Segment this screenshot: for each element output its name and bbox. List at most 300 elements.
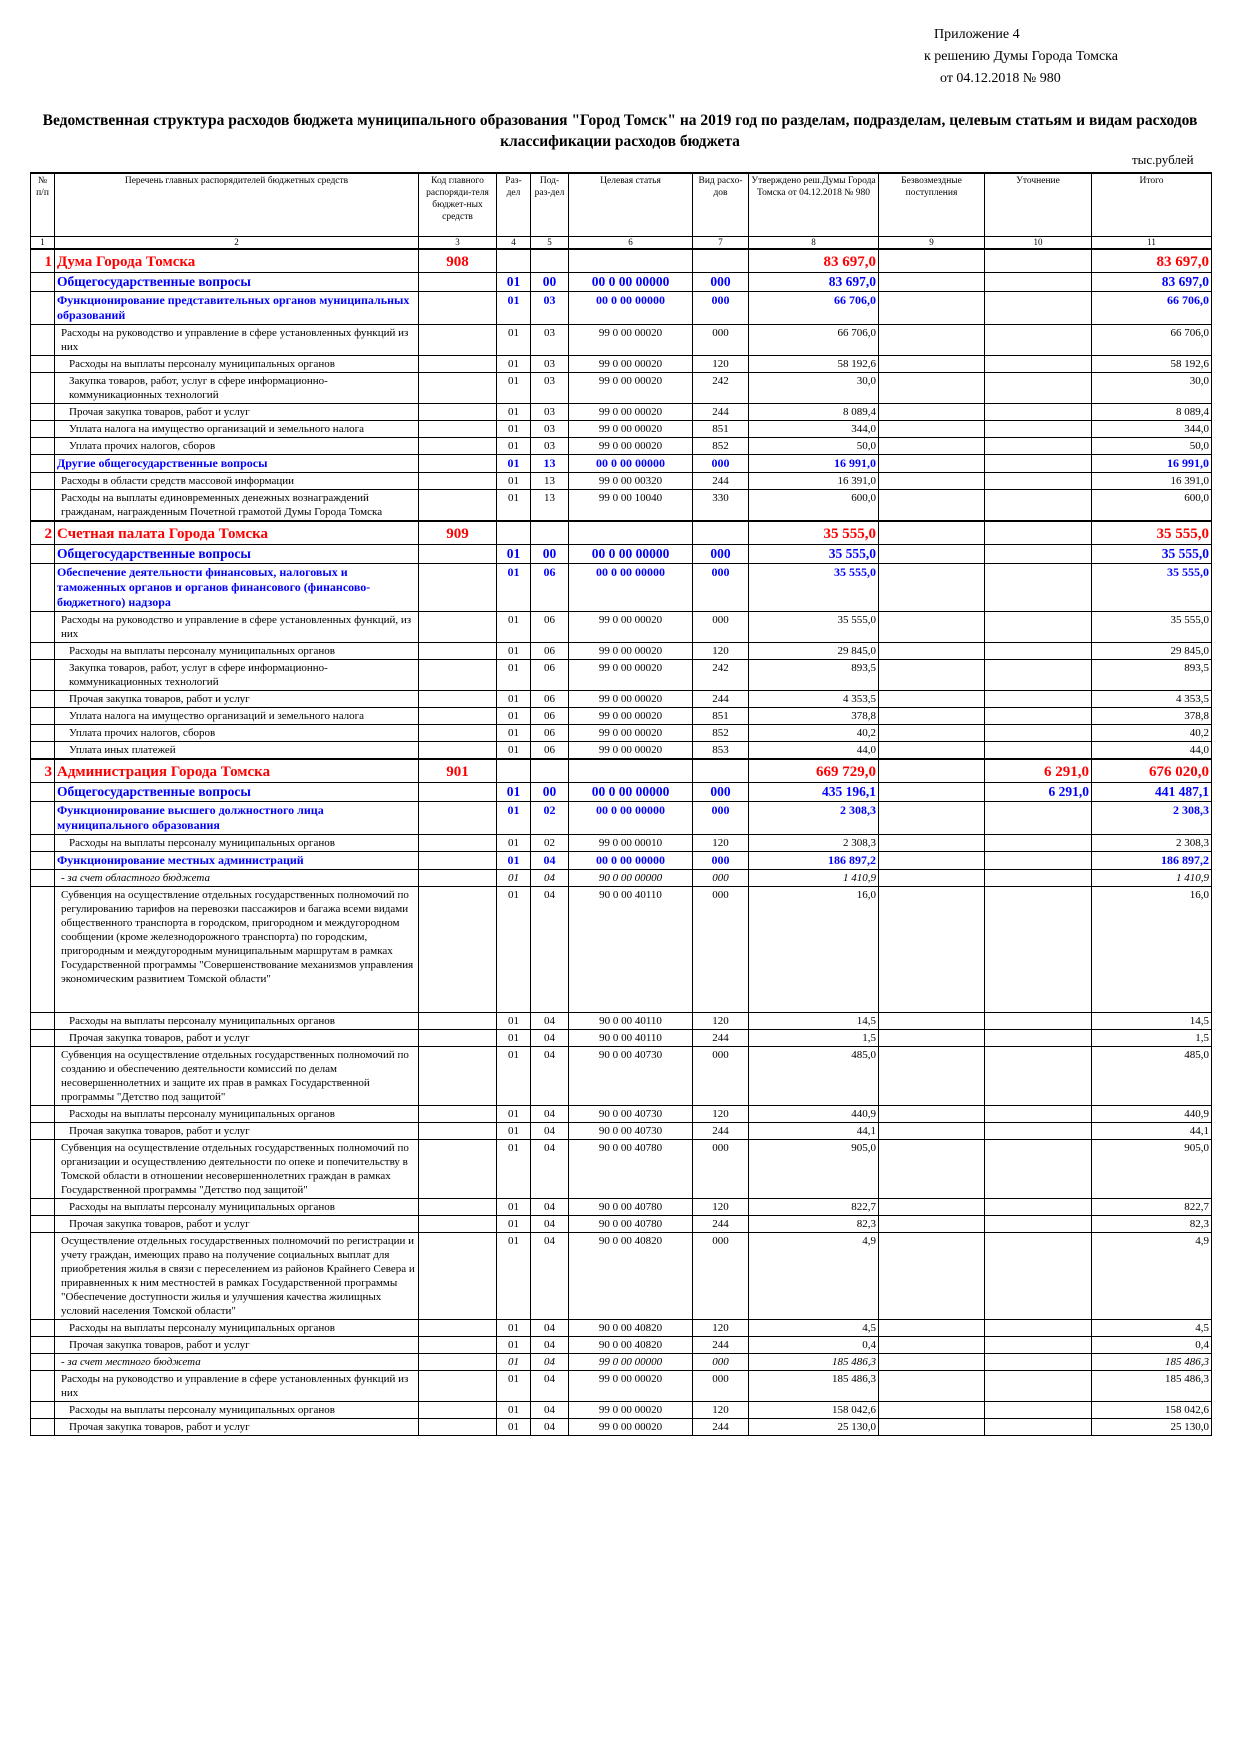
administrator-code xyxy=(419,887,497,1013)
row-number xyxy=(31,1337,55,1354)
target-article: 90 0 00 40780 xyxy=(569,1216,693,1233)
section-code: 01 xyxy=(497,325,531,356)
total-amount: 35 555,0 xyxy=(1092,521,1212,545)
approved-amount: 16 991,0 xyxy=(749,455,879,473)
total-amount: 0,4 xyxy=(1092,1337,1212,1354)
administrator-code xyxy=(419,870,497,887)
table-row xyxy=(31,1106,1212,1123)
row-number xyxy=(31,490,55,522)
table-row xyxy=(31,545,1212,564)
section-code: 01 xyxy=(497,1419,531,1436)
expense-type: 120 xyxy=(693,643,749,660)
gratuitous-receipts xyxy=(879,1123,985,1140)
expense-type: 000 xyxy=(693,870,749,887)
expense-type: 120 xyxy=(693,1106,749,1123)
expense-name: Расходы в области средств массовой информации xyxy=(55,473,419,490)
appendix-line-2: к решению Думы Города Томска xyxy=(924,49,1118,64)
table-row xyxy=(31,1216,1212,1233)
gratuitous-receipts xyxy=(879,691,985,708)
column-number: 5 xyxy=(531,237,569,250)
adjustment-amount xyxy=(985,870,1092,887)
approved-amount: 905,0 xyxy=(749,1140,879,1199)
total-amount: 893,5 xyxy=(1092,660,1212,691)
target-article: 90 0 00 40110 xyxy=(569,1030,693,1047)
row-number xyxy=(31,1199,55,1216)
administrator-code xyxy=(419,852,497,870)
subsection-code: 06 xyxy=(531,691,569,708)
adjustment-amount xyxy=(985,1233,1092,1320)
table-row xyxy=(31,708,1212,725)
table-row xyxy=(31,490,1212,522)
subsection-code: 04 xyxy=(531,1030,569,1047)
expense-name: Другие общегосударственные вопросы xyxy=(55,455,419,473)
row-number xyxy=(31,1419,55,1436)
section-code: 01 xyxy=(497,1140,531,1199)
budget-table xyxy=(30,172,1212,1436)
column-number: 11 xyxy=(1092,237,1212,250)
table-row xyxy=(31,1140,1212,1199)
adjustment-amount xyxy=(985,742,1092,760)
total-amount: 25 130,0 xyxy=(1092,1419,1212,1436)
total-amount: 14,5 xyxy=(1092,1013,1212,1030)
table-row xyxy=(31,1337,1212,1354)
total-amount: 35 555,0 xyxy=(1092,545,1212,564)
row-number xyxy=(31,473,55,490)
adjustment-amount xyxy=(985,1106,1092,1123)
target-article: 00 0 00 00000 xyxy=(569,564,693,612)
administrator-code xyxy=(419,1199,497,1216)
expense-name: Общегосударственные вопросы xyxy=(55,545,419,564)
adjustment-amount xyxy=(985,1371,1092,1402)
approved-amount: 185 486,3 xyxy=(749,1354,879,1371)
gratuitous-receipts xyxy=(879,421,985,438)
table-row xyxy=(31,660,1212,691)
adjustment-amount xyxy=(985,1140,1092,1199)
target-article: 99 0 00 00020 xyxy=(569,356,693,373)
adjustment-amount xyxy=(985,643,1092,660)
approved-amount: 440,9 xyxy=(749,1106,879,1123)
document-title: Ведомственная структура расходов бюджета муниципального образования "Город Томск" на 2019 год по разделам, подразделам, целевым статьям и видам расходов классификации расходов бюджета xyxy=(42,112,1198,150)
section-code xyxy=(497,249,531,273)
expense-name: Прочая закупка товаров, работ и услуг xyxy=(55,1337,419,1354)
approved-amount: 485,0 xyxy=(749,1047,879,1106)
target-article: 99 0 00 00020 xyxy=(569,1419,693,1436)
gratuitous-receipts xyxy=(879,612,985,643)
header-cell: Утверждено реш.Думы Города Томска от 04.12.2018 № 980 xyxy=(749,173,879,237)
approved-amount: 25 130,0 xyxy=(749,1419,879,1436)
expense-type: 244 xyxy=(693,473,749,490)
expense-name: Уплата прочих налогов, сборов xyxy=(55,725,419,742)
target-article: 99 0 00 00020 xyxy=(569,438,693,455)
expense-name: Закупка товаров, работ, услуг в сфере информационно-коммуникационных технологий xyxy=(55,660,419,691)
approved-amount: 4,5 xyxy=(749,1320,879,1337)
administrator-code xyxy=(419,292,497,325)
table-row xyxy=(31,643,1212,660)
adjustment-amount xyxy=(985,292,1092,325)
total-amount: 185 486,3 xyxy=(1092,1354,1212,1371)
adjustment-amount xyxy=(985,802,1092,835)
header-cell: Итого xyxy=(1092,173,1212,237)
section-code: 01 xyxy=(497,1123,531,1140)
total-amount: 16,0 xyxy=(1092,887,1212,1013)
approved-amount: 58 192,6 xyxy=(749,356,879,373)
approved-amount: 2 308,3 xyxy=(749,802,879,835)
approved-amount: 44,0 xyxy=(749,742,879,760)
adjustment-amount xyxy=(985,1419,1092,1436)
approved-amount: 82,3 xyxy=(749,1216,879,1233)
header-cell: Раз-дел xyxy=(497,173,531,237)
column-number: 2 xyxy=(55,237,419,250)
approved-amount: 16 391,0 xyxy=(749,473,879,490)
subsection-code xyxy=(531,249,569,273)
adjustment-amount xyxy=(985,691,1092,708)
adjustment-amount xyxy=(985,404,1092,421)
target-article: 99 0 00 00020 xyxy=(569,421,693,438)
subsection-code: 06 xyxy=(531,708,569,725)
gratuitous-receipts xyxy=(879,404,985,421)
expense-name: Расходы на выплаты персоналу муниципальных органов xyxy=(55,643,419,660)
appendix-line-1: Приложение 4 xyxy=(934,27,1020,42)
subsection-code: 04 xyxy=(531,852,569,870)
section-code: 01 xyxy=(497,373,531,404)
subsection-code: 04 xyxy=(531,887,569,1013)
expense-name: - за счет местного бюджета xyxy=(55,1354,419,1371)
row-number xyxy=(31,1106,55,1123)
row-number xyxy=(31,725,55,742)
target-article: 90 0 00 40110 xyxy=(569,887,693,1013)
administrator-code xyxy=(419,325,497,356)
administrator-code xyxy=(419,356,497,373)
expense-name: Расходы на руководство и управление в сфере установленных функций из них xyxy=(55,1371,419,1402)
column-number: 10 xyxy=(985,237,1092,250)
expense-name: Субвенция на осуществление отдельных государственных полномочий по регулированию тарифов на перевозки пассажиров и багажа всеми видами общественного транспорта в городском, пригородном и междугородном сообщении (кроме железнодорожного транспорта) по городским, пригородным и междугородным муниципальным маршрутам в рамках Государственной программы "Совершенствование механизмов управления экономическим развитием Томской области" xyxy=(55,887,419,1013)
expense-type: 120 xyxy=(693,835,749,852)
table-row xyxy=(31,759,1212,783)
target-article: 99 0 00 10040 xyxy=(569,490,693,522)
administrator-code xyxy=(419,564,497,612)
target-article: 90 0 00 40820 xyxy=(569,1320,693,1337)
row-number xyxy=(31,708,55,725)
total-amount: 58 192,6 xyxy=(1092,356,1212,373)
table-row xyxy=(31,725,1212,742)
gratuitous-receipts xyxy=(879,1233,985,1320)
expense-type: 120 xyxy=(693,1013,749,1030)
section-code: 01 xyxy=(497,643,531,660)
target-article: 90 0 00 40730 xyxy=(569,1123,693,1140)
total-amount: 82,3 xyxy=(1092,1216,1212,1233)
approved-amount: 44,1 xyxy=(749,1123,879,1140)
administrator-code xyxy=(419,742,497,760)
approved-amount: 185 486,3 xyxy=(749,1371,879,1402)
column-number: 7 xyxy=(693,237,749,250)
expense-type: 000 xyxy=(693,1047,749,1106)
target-article: 99 0 00 00020 xyxy=(569,1402,693,1419)
header-cell: Вид расхо-дов xyxy=(693,173,749,237)
total-amount: 1,5 xyxy=(1092,1030,1212,1047)
expense-name: Уплата налога на имущество организаций и земельного налога xyxy=(55,708,419,725)
expense-name: Уплата налога на имущество организаций и земельного налога xyxy=(55,421,419,438)
gratuitous-receipts xyxy=(879,1106,985,1123)
gratuitous-receipts xyxy=(879,1013,985,1030)
approved-amount: 66 706,0 xyxy=(749,325,879,356)
table-row xyxy=(31,835,1212,852)
gratuitous-receipts xyxy=(879,802,985,835)
subsection-code: 00 xyxy=(531,783,569,802)
total-amount: 378,8 xyxy=(1092,708,1212,725)
target-article: 99 0 00 00020 xyxy=(569,725,693,742)
gratuitous-receipts xyxy=(879,473,985,490)
target-article: 99 0 00 00020 xyxy=(569,742,693,760)
row-number xyxy=(31,1216,55,1233)
adjustment-amount xyxy=(985,1199,1092,1216)
section-code: 01 xyxy=(497,1106,531,1123)
subsection-code: 13 xyxy=(531,473,569,490)
header-cell: Уточнение xyxy=(985,173,1092,237)
subsection-code: 03 xyxy=(531,356,569,373)
subsection-code: 04 xyxy=(531,1371,569,1402)
total-amount: 2 308,3 xyxy=(1092,802,1212,835)
section-code: 01 xyxy=(497,564,531,612)
section-code: 01 xyxy=(497,1354,531,1371)
gratuitous-receipts xyxy=(879,1047,985,1106)
row-number xyxy=(31,1123,55,1140)
approved-amount: 822,7 xyxy=(749,1199,879,1216)
gratuitous-receipts xyxy=(879,325,985,356)
column-number: 9 xyxy=(879,237,985,250)
target-article: 00 0 00 00000 xyxy=(569,852,693,870)
adjustment-amount xyxy=(985,1123,1092,1140)
gratuitous-receipts xyxy=(879,660,985,691)
table-row xyxy=(31,1371,1212,1402)
row-number xyxy=(31,1013,55,1030)
row-number xyxy=(31,1354,55,1371)
column-number: 4 xyxy=(497,237,531,250)
section-code: 01 xyxy=(497,742,531,760)
target-article: 90 0 00 40820 xyxy=(569,1337,693,1354)
table-body xyxy=(31,249,1212,1436)
table-row xyxy=(31,1030,1212,1047)
target-article: 99 0 00 00020 xyxy=(569,404,693,421)
adjustment-amount xyxy=(985,373,1092,404)
approved-amount: 83 697,0 xyxy=(749,273,879,292)
target-article: 00 0 00 00000 xyxy=(569,292,693,325)
expense-name: Функционирование местных администраций xyxy=(55,852,419,870)
total-amount: 40,2 xyxy=(1092,725,1212,742)
section-code: 01 xyxy=(497,292,531,325)
target-article: 00 0 00 00000 xyxy=(569,783,693,802)
administrator-code xyxy=(419,490,497,522)
table-row xyxy=(31,870,1212,887)
expense-type: 244 xyxy=(693,404,749,421)
subsection-code: 04 xyxy=(531,1047,569,1106)
administrator-code xyxy=(419,404,497,421)
subsection-code: 03 xyxy=(531,325,569,356)
section-code: 01 xyxy=(497,356,531,373)
target-article: 99 0 00 00020 xyxy=(569,373,693,404)
table-row xyxy=(31,1199,1212,1216)
header-row xyxy=(31,173,1212,237)
gratuitous-receipts xyxy=(879,742,985,760)
administrator-code xyxy=(419,1233,497,1320)
section-code: 01 xyxy=(497,1320,531,1337)
table-row xyxy=(31,373,1212,404)
target-article xyxy=(569,521,693,545)
expense-type: 000 xyxy=(693,852,749,870)
total-amount: 4 353,5 xyxy=(1092,691,1212,708)
adjustment-amount xyxy=(985,438,1092,455)
adjustment-amount xyxy=(985,421,1092,438)
expense-type: 244 xyxy=(693,1419,749,1436)
section-code: 01 xyxy=(497,835,531,852)
target-article: 90 0 00 00000 xyxy=(569,870,693,887)
target-article: 99 0 00 00320 xyxy=(569,473,693,490)
section-code: 01 xyxy=(497,612,531,643)
expense-name: Расходы на выплаты единовременных денежных вознаграждений гражданам, награжденным Почетной грамотой Думы Города Томска xyxy=(55,490,419,522)
total-amount: 441 487,1 xyxy=(1092,783,1212,802)
subsection-code: 13 xyxy=(531,455,569,473)
gratuitous-receipts xyxy=(879,455,985,473)
approved-amount: 0,4 xyxy=(749,1337,879,1354)
section-code: 01 xyxy=(497,473,531,490)
approved-amount: 600,0 xyxy=(749,490,879,522)
target-article: 90 0 00 40730 xyxy=(569,1106,693,1123)
total-amount: 186 897,2 xyxy=(1092,852,1212,870)
section-code: 01 xyxy=(497,1402,531,1419)
table-row xyxy=(31,404,1212,421)
approved-amount: 378,8 xyxy=(749,708,879,725)
section-code: 01 xyxy=(497,455,531,473)
table-row xyxy=(31,325,1212,356)
section-code: 01 xyxy=(497,783,531,802)
administrator-code xyxy=(419,802,497,835)
approved-amount: 669 729,0 xyxy=(749,759,879,783)
total-amount: 35 555,0 xyxy=(1092,564,1212,612)
target-article: 99 0 00 00020 xyxy=(569,708,693,725)
gratuitous-receipts xyxy=(879,490,985,522)
subsection-code: 04 xyxy=(531,1123,569,1140)
administrator-code xyxy=(419,1047,497,1106)
administrator-code xyxy=(419,835,497,852)
row-number xyxy=(31,835,55,852)
row-number xyxy=(31,564,55,612)
total-amount: 83 697,0 xyxy=(1092,249,1212,273)
total-amount: 30,0 xyxy=(1092,373,1212,404)
gratuitous-receipts xyxy=(879,870,985,887)
subsection-code: 06 xyxy=(531,725,569,742)
appendix-line-3: от 04.12.2018 № 980 xyxy=(940,71,1061,86)
expense-type: 000 xyxy=(693,612,749,643)
row-number xyxy=(31,1030,55,1047)
row-number xyxy=(31,643,55,660)
gratuitous-receipts xyxy=(879,1199,985,1216)
administrator-code xyxy=(419,1216,497,1233)
adjustment-amount xyxy=(985,1216,1092,1233)
gratuitous-receipts xyxy=(879,852,985,870)
row-number xyxy=(31,1371,55,1402)
section-code: 01 xyxy=(497,1337,531,1354)
total-amount: 2 308,3 xyxy=(1092,835,1212,852)
subsection-code: 04 xyxy=(531,1337,569,1354)
expense-name: Прочая закупка товаров, работ и услуг xyxy=(55,1419,419,1436)
adjustment-amount xyxy=(985,521,1092,545)
target-article: 00 0 00 00000 xyxy=(569,545,693,564)
administrator-code xyxy=(419,660,497,691)
subsection-code: 04 xyxy=(531,1419,569,1436)
gratuitous-receipts xyxy=(879,1216,985,1233)
section-code: 01 xyxy=(497,1047,531,1106)
section-code: 01 xyxy=(497,490,531,522)
approved-amount: 16,0 xyxy=(749,887,879,1013)
expense-type: 000 xyxy=(693,783,749,802)
expense-name: Счетная палата Города Томска xyxy=(55,521,419,545)
administrator-code xyxy=(419,421,497,438)
administrator-code xyxy=(419,1013,497,1030)
total-amount: 66 706,0 xyxy=(1092,325,1212,356)
adjustment-amount xyxy=(985,356,1092,373)
expense-name: Расходы на выплаты персоналу муниципальных органов xyxy=(55,1199,419,1216)
approved-amount: 35 555,0 xyxy=(749,612,879,643)
row-number xyxy=(31,870,55,887)
gratuitous-receipts xyxy=(879,1337,985,1354)
total-amount: 29 845,0 xyxy=(1092,643,1212,660)
adjustment-amount xyxy=(985,1402,1092,1419)
subsection-code: 00 xyxy=(531,273,569,292)
adjustment-amount xyxy=(985,473,1092,490)
total-amount: 44,1 xyxy=(1092,1123,1212,1140)
gratuitous-receipts xyxy=(879,1354,985,1371)
expense-name: Прочая закупка товаров, работ и услуг xyxy=(55,691,419,708)
administrator-code xyxy=(419,1030,497,1047)
administrator-code xyxy=(419,725,497,742)
administrator-code xyxy=(419,643,497,660)
approved-amount: 35 555,0 xyxy=(749,564,879,612)
administrator-code xyxy=(419,783,497,802)
row-number xyxy=(31,660,55,691)
section-code: 01 xyxy=(497,421,531,438)
table-row xyxy=(31,1013,1212,1030)
subsection-code: 00 xyxy=(531,545,569,564)
header-cell: Перечень главных распорядителей бюджетных средств xyxy=(55,173,419,237)
table-row xyxy=(31,1233,1212,1320)
expense-type: 244 xyxy=(693,1123,749,1140)
row-number: 1 xyxy=(31,249,55,273)
gratuitous-receipts xyxy=(879,759,985,783)
section-code: 01 xyxy=(497,1216,531,1233)
administrator-code: 901 xyxy=(419,759,497,783)
table-row xyxy=(31,1047,1212,1106)
row-number xyxy=(31,438,55,455)
gratuitous-receipts xyxy=(879,708,985,725)
table-row xyxy=(31,783,1212,802)
target-article: 00 0 00 00000 xyxy=(569,273,693,292)
column-number: 8 xyxy=(749,237,879,250)
expense-name: Расходы на руководство и управление в сфере установленных функций из них xyxy=(55,325,419,356)
expense-type: 120 xyxy=(693,1320,749,1337)
total-amount: 905,0 xyxy=(1092,1140,1212,1199)
subsection-code: 03 xyxy=(531,373,569,404)
expense-name: Функционирование высшего должностного лица муниципального образования xyxy=(55,802,419,835)
row-number xyxy=(31,1402,55,1419)
row-number: 2 xyxy=(31,521,55,545)
administrator-code xyxy=(419,1354,497,1371)
table-row xyxy=(31,421,1212,438)
approved-amount: 14,5 xyxy=(749,1013,879,1030)
administrator-code xyxy=(419,273,497,292)
section-code: 01 xyxy=(497,545,531,564)
gratuitous-receipts xyxy=(879,1030,985,1047)
table-row xyxy=(31,887,1212,1013)
expense-name: - за счет областного бюджета xyxy=(55,870,419,887)
